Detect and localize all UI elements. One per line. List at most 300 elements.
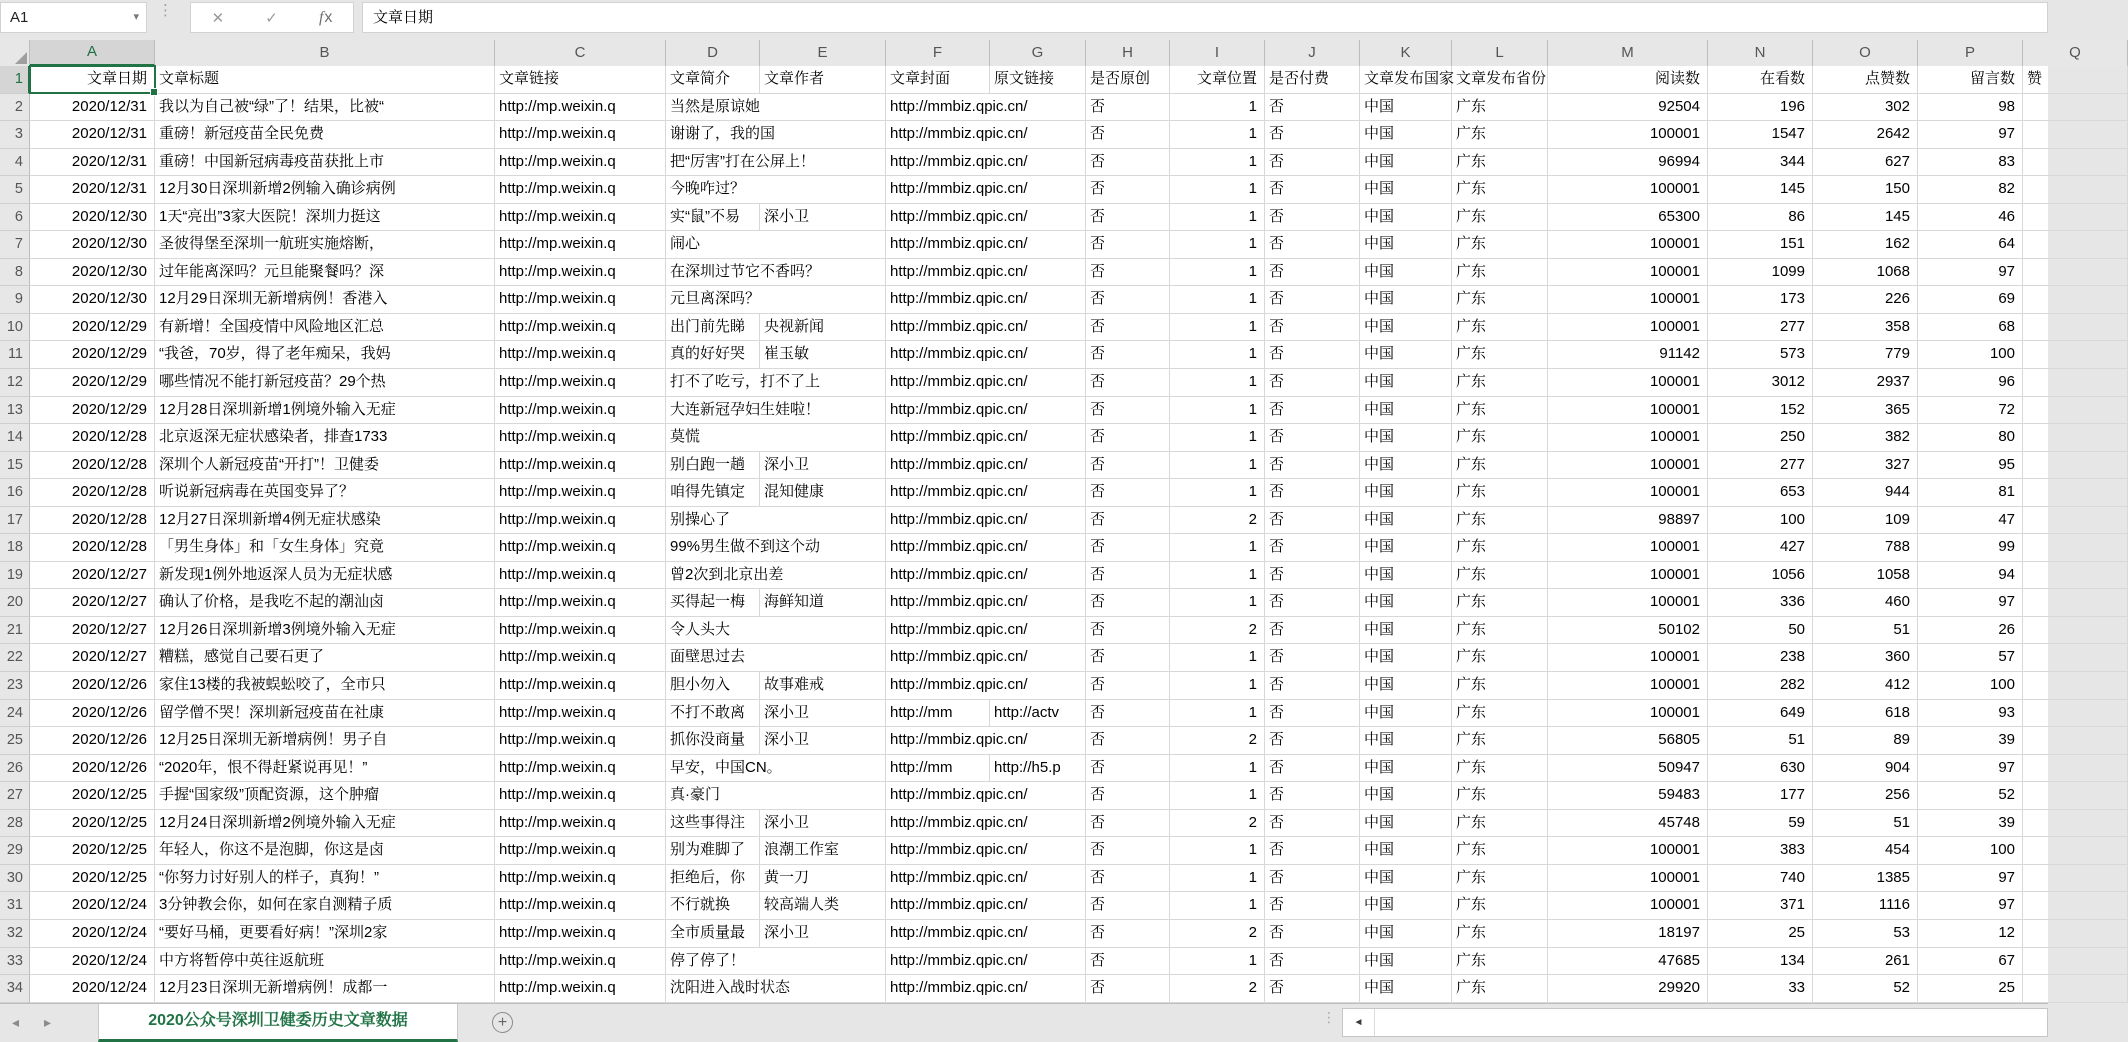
cell-O32[interactable]: 53 xyxy=(1813,920,1918,948)
cell-G16[interactable]: http://mmbiz.qpic.cn/ xyxy=(886,479,1086,507)
cell-E8[interactable]: 在深圳过节它不香吗？ xyxy=(666,259,886,287)
cell-C24[interactable]: http://mp.weixin.q xyxy=(495,700,666,728)
cell-H12[interactable]: 否 xyxy=(1086,369,1170,397)
cell-K9[interactable]: 中国 xyxy=(1360,286,1452,314)
cell-E1[interactable]: 文章作者 xyxy=(760,66,886,94)
cell-K32[interactable]: 中国 xyxy=(1360,920,1452,948)
cell-F24[interactable]: http://mm xyxy=(886,700,990,728)
row-header-3[interactable]: 3 xyxy=(0,121,30,149)
cell-I11[interactable]: 1 xyxy=(1170,341,1265,369)
cell-N20[interactable]: 336 xyxy=(1708,589,1813,617)
cell-Q31[interactable] xyxy=(2023,892,2128,920)
row-header-6[interactable]: 6 xyxy=(0,204,30,232)
cell-A8[interactable]: 2020/12/30 xyxy=(30,259,155,287)
cell-M10[interactable]: 100001 xyxy=(1548,314,1708,342)
cell-J17[interactable]: 否 xyxy=(1265,507,1360,535)
cell-Q24[interactable] xyxy=(2023,700,2128,728)
cell-O11[interactable]: 779 xyxy=(1813,341,1918,369)
cell-A3[interactable]: 2020/12/31 xyxy=(30,121,155,149)
cell-H28[interactable]: 否 xyxy=(1086,810,1170,838)
cell-M9[interactable]: 100001 xyxy=(1548,286,1708,314)
cell-Q8[interactable] xyxy=(2023,259,2128,287)
cell-Q7[interactable] xyxy=(2023,231,2128,259)
cell-M12[interactable]: 100001 xyxy=(1548,369,1708,397)
cell-L31[interactable]: 广东 xyxy=(1452,892,1548,920)
cell-I2[interactable]: 1 xyxy=(1170,94,1265,122)
row-header-21[interactable]: 21 xyxy=(0,617,30,645)
cell-C7[interactable]: http://mp.weixin.q xyxy=(495,231,666,259)
cell-H9[interactable]: 否 xyxy=(1086,286,1170,314)
cell-B17[interactable]: 12月27日深圳新增4例无症状感染 xyxy=(155,507,495,535)
cell-E5[interactable]: 今晚咋过？ xyxy=(666,176,886,204)
row-header-28[interactable]: 28 xyxy=(0,810,30,838)
cell-K33[interactable]: 中国 xyxy=(1360,948,1452,976)
cell-Q25[interactable] xyxy=(2023,727,2128,755)
sheet-nav-right-icon[interactable]: ▸ xyxy=(44,1014,52,1030)
cell-I23[interactable]: 1 xyxy=(1170,672,1265,700)
cell-E31[interactable]: 较高端人类 xyxy=(760,892,886,920)
cell-A11[interactable]: 2020/12/29 xyxy=(30,341,155,369)
row-header-1[interactable]: 1 xyxy=(0,66,30,94)
row-header-7[interactable]: 7 xyxy=(0,231,30,259)
cell-Q1[interactable]: 赞 xyxy=(2023,66,2128,94)
cell-E10[interactable]: 央视新闻 xyxy=(760,314,886,342)
cell-A12[interactable]: 2020/12/29 xyxy=(30,369,155,397)
cell-K18[interactable]: 中国 xyxy=(1360,534,1452,562)
cell-Q11[interactable] xyxy=(2023,341,2128,369)
cell-J9[interactable]: 否 xyxy=(1265,286,1360,314)
sheet-tab-active[interactable]: 2020公众号深圳卫健委历史文章数据 xyxy=(98,1004,458,1042)
cell-Q2[interactable] xyxy=(2023,94,2128,122)
cell-I20[interactable]: 1 xyxy=(1170,589,1265,617)
cell-N11[interactable]: 573 xyxy=(1708,341,1813,369)
cell-L28[interactable]: 广东 xyxy=(1452,810,1548,838)
cell-M4[interactable]: 96994 xyxy=(1548,149,1708,177)
cell-O15[interactable]: 327 xyxy=(1813,452,1918,480)
cell-J26[interactable]: 否 xyxy=(1265,755,1360,783)
cell-L24[interactable]: 广东 xyxy=(1452,700,1548,728)
cell-E14[interactable]: 莫慌 xyxy=(666,424,886,452)
cell-P26[interactable]: 97 xyxy=(1918,755,2023,783)
cell-J15[interactable]: 否 xyxy=(1265,452,1360,480)
cell-N8[interactable]: 1099 xyxy=(1708,259,1813,287)
cell-O24[interactable]: 618 xyxy=(1813,700,1918,728)
cell-O8[interactable]: 1068 xyxy=(1813,259,1918,287)
cell-A23[interactable]: 2020/12/26 xyxy=(30,672,155,700)
cell-J8[interactable]: 否 xyxy=(1265,259,1360,287)
cell-L26[interactable]: 广东 xyxy=(1452,755,1548,783)
cell-G12[interactable]: http://mmbiz.qpic.cn/ xyxy=(886,369,1086,397)
cell-E22[interactable]: 面壁思过去 xyxy=(666,644,886,672)
cell-C19[interactable]: http://mp.weixin.q xyxy=(495,562,666,590)
cell-I14[interactable]: 1 xyxy=(1170,424,1265,452)
cell-L29[interactable]: 广东 xyxy=(1452,837,1548,865)
cell-K13[interactable]: 中国 xyxy=(1360,397,1452,425)
cell-C10[interactable]: http://mp.weixin.q xyxy=(495,314,666,342)
cell-N14[interactable]: 250 xyxy=(1708,424,1813,452)
cell-O14[interactable]: 382 xyxy=(1813,424,1918,452)
cell-A26[interactable]: 2020/12/26 xyxy=(30,755,155,783)
cell-J25[interactable]: 否 xyxy=(1265,727,1360,755)
cell-I28[interactable]: 2 xyxy=(1170,810,1265,838)
enter-icon[interactable]: ✓ xyxy=(265,9,278,27)
cell-E32[interactable]: 深小卫 xyxy=(760,920,886,948)
cell-H29[interactable]: 否 xyxy=(1086,837,1170,865)
cell-J20[interactable]: 否 xyxy=(1265,589,1360,617)
cell-C22[interactable]: http://mp.weixin.q xyxy=(495,644,666,672)
cell-H19[interactable]: 否 xyxy=(1086,562,1170,590)
cell-E27[interactable]: 真·豪门 xyxy=(666,782,886,810)
cell-C30[interactable]: http://mp.weixin.q xyxy=(495,865,666,893)
cell-I10[interactable]: 1 xyxy=(1170,314,1265,342)
cell-C5[interactable]: http://mp.weixin.q xyxy=(495,176,666,204)
cell-O21[interactable]: 51 xyxy=(1813,617,1918,645)
cell-M25[interactable]: 56805 xyxy=(1548,727,1708,755)
cell-H3[interactable]: 否 xyxy=(1086,121,1170,149)
cell-O30[interactable]: 1385 xyxy=(1813,865,1918,893)
cell-M24[interactable]: 100001 xyxy=(1548,700,1708,728)
cell-O26[interactable]: 904 xyxy=(1813,755,1918,783)
cell-M27[interactable]: 59483 xyxy=(1548,782,1708,810)
cell-Q18[interactable] xyxy=(2023,534,2128,562)
column-header-N[interactable]: N xyxy=(1708,40,1813,66)
cell-H20[interactable]: 否 xyxy=(1086,589,1170,617)
cell-C17[interactable]: http://mp.weixin.q xyxy=(495,507,666,535)
cell-I16[interactable]: 1 xyxy=(1170,479,1265,507)
scroll-left-icon[interactable]: ◄ xyxy=(1343,1009,1375,1036)
cell-N10[interactable]: 277 xyxy=(1708,314,1813,342)
cell-H13[interactable]: 否 xyxy=(1086,397,1170,425)
cell-B2[interactable]: 我以为自己被“绿”了！结果，比被“ xyxy=(155,94,495,122)
cell-M33[interactable]: 47685 xyxy=(1548,948,1708,976)
cell-C33[interactable]: http://mp.weixin.q xyxy=(495,948,666,976)
cell-G19[interactable]: http://mmbiz.qpic.cn/ xyxy=(886,562,1086,590)
cell-M32[interactable]: 18197 xyxy=(1548,920,1708,948)
cell-P10[interactable]: 68 xyxy=(1918,314,2023,342)
cell-B5[interactable]: 12月30日深圳新增2例输入确诊病例 xyxy=(155,176,495,204)
cell-K7[interactable]: 中国 xyxy=(1360,231,1452,259)
cell-N33[interactable]: 134 xyxy=(1708,948,1813,976)
cell-M2[interactable]: 92504 xyxy=(1548,94,1708,122)
cell-D10[interactable]: 出门前先睇 xyxy=(666,314,760,342)
cell-K20[interactable]: 中国 xyxy=(1360,589,1452,617)
cell-B25[interactable]: 12月25日深圳无新增病例！男子自 xyxy=(155,727,495,755)
cell-Q30[interactable] xyxy=(2023,865,2128,893)
cell-N21[interactable]: 50 xyxy=(1708,617,1813,645)
cell-Q34[interactable] xyxy=(2023,975,2128,1003)
cell-L34[interactable]: 广东 xyxy=(1452,975,1548,1003)
row-header-11[interactable]: 11 xyxy=(0,341,30,369)
cell-L25[interactable]: 广东 xyxy=(1452,727,1548,755)
cell-M16[interactable]: 100001 xyxy=(1548,479,1708,507)
cell-Q33[interactable] xyxy=(2023,948,2128,976)
cell-F1[interactable]: 文章封面 xyxy=(886,66,990,94)
cell-J27[interactable]: 否 xyxy=(1265,782,1360,810)
column-header-K[interactable]: K xyxy=(1360,40,1452,66)
cell-P13[interactable]: 72 xyxy=(1918,397,2023,425)
cell-E30[interactable]: 黄一刀 xyxy=(760,865,886,893)
row-header-26[interactable]: 26 xyxy=(0,755,30,783)
cell-F26[interactable]: http://mm xyxy=(886,755,990,783)
cell-O12[interactable]: 2937 xyxy=(1813,369,1918,397)
cell-C9[interactable]: http://mp.weixin.q xyxy=(495,286,666,314)
cell-L8[interactable]: 广东 xyxy=(1452,259,1548,287)
cell-J19[interactable]: 否 xyxy=(1265,562,1360,590)
cell-M3[interactable]: 100001 xyxy=(1548,121,1708,149)
cell-G24[interactable]: http://actv xyxy=(990,700,1086,728)
cell-G18[interactable]: http://mmbiz.qpic.cn/ xyxy=(886,534,1086,562)
cell-H4[interactable]: 否 xyxy=(1086,149,1170,177)
scrollbar-track[interactable] xyxy=(1375,1009,2047,1036)
cell-M18[interactable]: 100001 xyxy=(1548,534,1708,562)
cell-Q23[interactable] xyxy=(2023,672,2128,700)
cell-E34[interactable]: 沈阳进入战时状态 xyxy=(666,975,886,1003)
cell-N15[interactable]: 277 xyxy=(1708,452,1813,480)
cell-H24[interactable]: 否 xyxy=(1086,700,1170,728)
cell-A2[interactable]: 2020/12/31 xyxy=(30,94,155,122)
cell-O16[interactable]: 944 xyxy=(1813,479,1918,507)
cell-O29[interactable]: 454 xyxy=(1813,837,1918,865)
cell-K30[interactable]: 中国 xyxy=(1360,865,1452,893)
cell-N7[interactable]: 151 xyxy=(1708,231,1813,259)
cell-B23[interactable]: 家住13楼的我被蜈蚣咬了，全市只 xyxy=(155,672,495,700)
column-header-F[interactable]: F xyxy=(886,40,990,66)
cell-A32[interactable]: 2020/12/24 xyxy=(30,920,155,948)
cell-G31[interactable]: http://mmbiz.qpic.cn/ xyxy=(886,892,1086,920)
cell-B34[interactable]: 12月23日深圳无新增病例！成都一 xyxy=(155,975,495,1003)
cell-C31[interactable]: http://mp.weixin.q xyxy=(495,892,666,920)
cell-C26[interactable]: http://mp.weixin.q xyxy=(495,755,666,783)
cancel-icon[interactable]: ✕ xyxy=(211,9,225,27)
cell-B3[interactable]: 重磅！新冠疫苗全民免费 xyxy=(155,121,495,149)
column-header-H[interactable]: H xyxy=(1086,40,1170,66)
add-sheet-button[interactable]: + xyxy=(492,1012,513,1033)
cell-M23[interactable]: 100001 xyxy=(1548,672,1708,700)
cell-Q29[interactable] xyxy=(2023,837,2128,865)
cell-E23[interactable]: 故事难戒 xyxy=(760,672,886,700)
cell-G21[interactable]: http://mmbiz.qpic.cn/ xyxy=(886,617,1086,645)
column-header-M[interactable]: M xyxy=(1548,40,1708,66)
cell-B14[interactable]: 北京返深无症状感染者，排查1733 xyxy=(155,424,495,452)
cell-N23[interactable]: 282 xyxy=(1708,672,1813,700)
cell-M6[interactable]: 65300 xyxy=(1548,204,1708,232)
cell-K3[interactable]: 中国 xyxy=(1360,121,1452,149)
cell-P15[interactable]: 95 xyxy=(1918,452,2023,480)
cell-D32[interactable]: 全市质量最 xyxy=(666,920,760,948)
cell-L15[interactable]: 广东 xyxy=(1452,452,1548,480)
cell-K24[interactable]: 中国 xyxy=(1360,700,1452,728)
cell-E9[interactable]: 元旦离深吗？ xyxy=(666,286,886,314)
row-header-18[interactable]: 18 xyxy=(0,534,30,562)
cell-P24[interactable]: 93 xyxy=(1918,700,2023,728)
cell-D6[interactable]: 实“鼠”不易 xyxy=(666,204,760,232)
cell-O6[interactable]: 145 xyxy=(1813,204,1918,232)
cell-N9[interactable]: 173 xyxy=(1708,286,1813,314)
cell-J1[interactable]: 是否付费 xyxy=(1265,66,1360,94)
cell-I5[interactable]: 1 xyxy=(1170,176,1265,204)
cell-O13[interactable]: 365 xyxy=(1813,397,1918,425)
cell-C6[interactable]: http://mp.weixin.q xyxy=(495,204,666,232)
cell-N24[interactable]: 649 xyxy=(1708,700,1813,728)
cell-A6[interactable]: 2020/12/30 xyxy=(30,204,155,232)
cell-E17[interactable]: 别操心了 xyxy=(666,507,886,535)
cell-J2[interactable]: 否 xyxy=(1265,94,1360,122)
cell-N34[interactable]: 33 xyxy=(1708,975,1813,1003)
cell-A33[interactable]: 2020/12/24 xyxy=(30,948,155,976)
cell-B28[interactable]: 12月24日深圳新增2例境外输入无症 xyxy=(155,810,495,838)
cell-K25[interactable]: 中国 xyxy=(1360,727,1452,755)
cell-G2[interactable]: http://mmbiz.qpic.cn/ xyxy=(886,94,1086,122)
row-header-20[interactable]: 20 xyxy=(0,589,30,617)
cell-G32[interactable]: http://mmbiz.qpic.cn/ xyxy=(886,920,1086,948)
row-header-22[interactable]: 22 xyxy=(0,644,30,672)
cell-G10[interactable]: http://mmbiz.qpic.cn/ xyxy=(886,314,1086,342)
cell-M20[interactable]: 100001 xyxy=(1548,589,1708,617)
column-header-Q[interactable]: Q xyxy=(2023,40,2128,66)
cell-L3[interactable]: 广东 xyxy=(1452,121,1548,149)
cell-E16[interactable]: 混知健康 xyxy=(760,479,886,507)
cell-B21[interactable]: 12月26日深圳新增3例境外输入无症 xyxy=(155,617,495,645)
cell-C11[interactable]: http://mp.weixin.q xyxy=(495,341,666,369)
cell-D15[interactable]: 别白跑一趟 xyxy=(666,452,760,480)
cell-A15[interactable]: 2020/12/28 xyxy=(30,452,155,480)
cell-C27[interactable]: http://mp.weixin.q xyxy=(495,782,666,810)
cell-N25[interactable]: 51 xyxy=(1708,727,1813,755)
cell-M28[interactable]: 45748 xyxy=(1548,810,1708,838)
cell-B33[interactable]: 中方将暂停中英往返航班 xyxy=(155,948,495,976)
cell-P29[interactable]: 100 xyxy=(1918,837,2023,865)
cell-I9[interactable]: 1 xyxy=(1170,286,1265,314)
cell-D1[interactable]: 文章简介 xyxy=(666,66,760,94)
cell-E12[interactable]: 打不了吃亏，打不了上 xyxy=(666,369,886,397)
cell-M14[interactable]: 100001 xyxy=(1548,424,1708,452)
row-header-12[interactable]: 12 xyxy=(0,369,30,397)
cell-J5[interactable]: 否 xyxy=(1265,176,1360,204)
cell-Q9[interactable] xyxy=(2023,286,2128,314)
cell-O5[interactable]: 150 xyxy=(1813,176,1918,204)
cell-K29[interactable]: 中国 xyxy=(1360,837,1452,865)
row-header-31[interactable]: 31 xyxy=(0,892,30,920)
cell-K22[interactable]: 中国 xyxy=(1360,644,1452,672)
cell-A17[interactable]: 2020/12/28 xyxy=(30,507,155,535)
cell-G3[interactable]: http://mmbiz.qpic.cn/ xyxy=(886,121,1086,149)
cell-K8[interactable]: 中国 xyxy=(1360,259,1452,287)
cell-B9[interactable]: 12月29日深圳无新增病例！香港入 xyxy=(155,286,495,314)
cell-P16[interactable]: 81 xyxy=(1918,479,2023,507)
row-header-13[interactable]: 13 xyxy=(0,397,30,425)
cell-E11[interactable]: 崔玉敏 xyxy=(760,341,886,369)
cell-B19[interactable]: 新发现1例外地返深人员为无症状感 xyxy=(155,562,495,590)
row-header-29[interactable]: 29 xyxy=(0,837,30,865)
cell-K4[interactable]: 中国 xyxy=(1360,149,1452,177)
cell-Q17[interactable] xyxy=(2023,507,2128,535)
cell-E6[interactable]: 深小卫 xyxy=(760,204,886,232)
cell-P31[interactable]: 97 xyxy=(1918,892,2023,920)
cell-C2[interactable]: http://mp.weixin.q xyxy=(495,94,666,122)
cell-N31[interactable]: 371 xyxy=(1708,892,1813,920)
cell-A27[interactable]: 2020/12/25 xyxy=(30,782,155,810)
cell-B13[interactable]: 12月28日深圳新增1例境外输入无症 xyxy=(155,397,495,425)
cell-I32[interactable]: 2 xyxy=(1170,920,1265,948)
cell-G25[interactable]: http://mmbiz.qpic.cn/ xyxy=(886,727,1086,755)
cell-A14[interactable]: 2020/12/28 xyxy=(30,424,155,452)
cell-M21[interactable]: 50102 xyxy=(1548,617,1708,645)
cell-Q28[interactable] xyxy=(2023,810,2128,838)
cell-P21[interactable]: 26 xyxy=(1918,617,2023,645)
cell-Q20[interactable] xyxy=(2023,589,2128,617)
cell-K21[interactable]: 中国 xyxy=(1360,617,1452,645)
cell-E24[interactable]: 深小卫 xyxy=(760,700,886,728)
cell-K28[interactable]: 中国 xyxy=(1360,810,1452,838)
cell-J7[interactable]: 否 xyxy=(1265,231,1360,259)
cell-P17[interactable]: 47 xyxy=(1918,507,2023,535)
cell-O18[interactable]: 788 xyxy=(1813,534,1918,562)
cell-E4[interactable]: 把“厉害”打在公屏上！ xyxy=(666,149,886,177)
cell-K1[interactable]: 文章发布国家 xyxy=(1360,66,1452,94)
cell-K6[interactable]: 中国 xyxy=(1360,204,1452,232)
cell-O7[interactable]: 162 xyxy=(1813,231,1918,259)
cell-B8[interactable]: 过年能离深吗？元旦能聚餐吗？深 xyxy=(155,259,495,287)
cell-N4[interactable]: 344 xyxy=(1708,149,1813,177)
cell-B10[interactable]: 有新增！全国疫情中风险地区汇总 xyxy=(155,314,495,342)
cell-B29[interactable]: 年轻人，你这不是泡脚，你这是卤 xyxy=(155,837,495,865)
cell-G27[interactable]: http://mmbiz.qpic.cn/ xyxy=(886,782,1086,810)
cell-J12[interactable]: 否 xyxy=(1265,369,1360,397)
cell-P20[interactable]: 97 xyxy=(1918,589,2023,617)
insert-function-icon[interactable]: fx xyxy=(318,8,333,26)
cell-A16[interactable]: 2020/12/28 xyxy=(30,479,155,507)
cell-G34[interactable]: http://mmbiz.qpic.cn/ xyxy=(886,975,1086,1003)
cell-J13[interactable]: 否 xyxy=(1265,397,1360,425)
formula-bar[interactable] xyxy=(362,2,2048,33)
cell-B20[interactable]: 确认了价格，是我吃不起的潮汕卤 xyxy=(155,589,495,617)
cell-H15[interactable]: 否 xyxy=(1086,452,1170,480)
cell-J21[interactable]: 否 xyxy=(1265,617,1360,645)
cell-H34[interactable]: 否 xyxy=(1086,975,1170,1003)
row-header-34[interactable]: 34 xyxy=(0,975,30,1003)
cell-E18[interactable]: 99%男生做不到这个动 xyxy=(666,534,886,562)
cell-A9[interactable]: 2020/12/30 xyxy=(30,286,155,314)
cell-I18[interactable]: 1 xyxy=(1170,534,1265,562)
cell-H27[interactable]: 否 xyxy=(1086,782,1170,810)
cell-D23[interactable]: 胆小勿入 xyxy=(666,672,760,700)
cell-A25[interactable]: 2020/12/26 xyxy=(30,727,155,755)
cell-N32[interactable]: 25 xyxy=(1708,920,1813,948)
cell-N6[interactable]: 86 xyxy=(1708,204,1813,232)
cell-Q16[interactable] xyxy=(2023,479,2128,507)
row-header-24[interactable]: 24 xyxy=(0,700,30,728)
cell-P19[interactable]: 94 xyxy=(1918,562,2023,590)
cell-J33[interactable]: 否 xyxy=(1265,948,1360,976)
cell-P8[interactable]: 97 xyxy=(1918,259,2023,287)
cell-G22[interactable]: http://mmbiz.qpic.cn/ xyxy=(886,644,1086,672)
cell-H25[interactable]: 否 xyxy=(1086,727,1170,755)
cell-N17[interactable]: 100 xyxy=(1708,507,1813,535)
cell-G6[interactable]: http://mmbiz.qpic.cn/ xyxy=(886,204,1086,232)
cell-P11[interactable]: 100 xyxy=(1918,341,2023,369)
cell-L32[interactable]: 广东 xyxy=(1452,920,1548,948)
cell-P1[interactable]: 留言数 xyxy=(1918,66,2023,94)
cell-E7[interactable]: 闹心 xyxy=(666,231,886,259)
cell-A5[interactable]: 2020/12/31 xyxy=(30,176,155,204)
cell-I22[interactable]: 1 xyxy=(1170,644,1265,672)
cell-P28[interactable]: 39 xyxy=(1918,810,2023,838)
cell-I15[interactable]: 1 xyxy=(1170,452,1265,480)
cell-N22[interactable]: 238 xyxy=(1708,644,1813,672)
cell-E25[interactable]: 深小卫 xyxy=(760,727,886,755)
cell-G5[interactable]: http://mmbiz.qpic.cn/ xyxy=(886,176,1086,204)
cell-M13[interactable]: 100001 xyxy=(1548,397,1708,425)
